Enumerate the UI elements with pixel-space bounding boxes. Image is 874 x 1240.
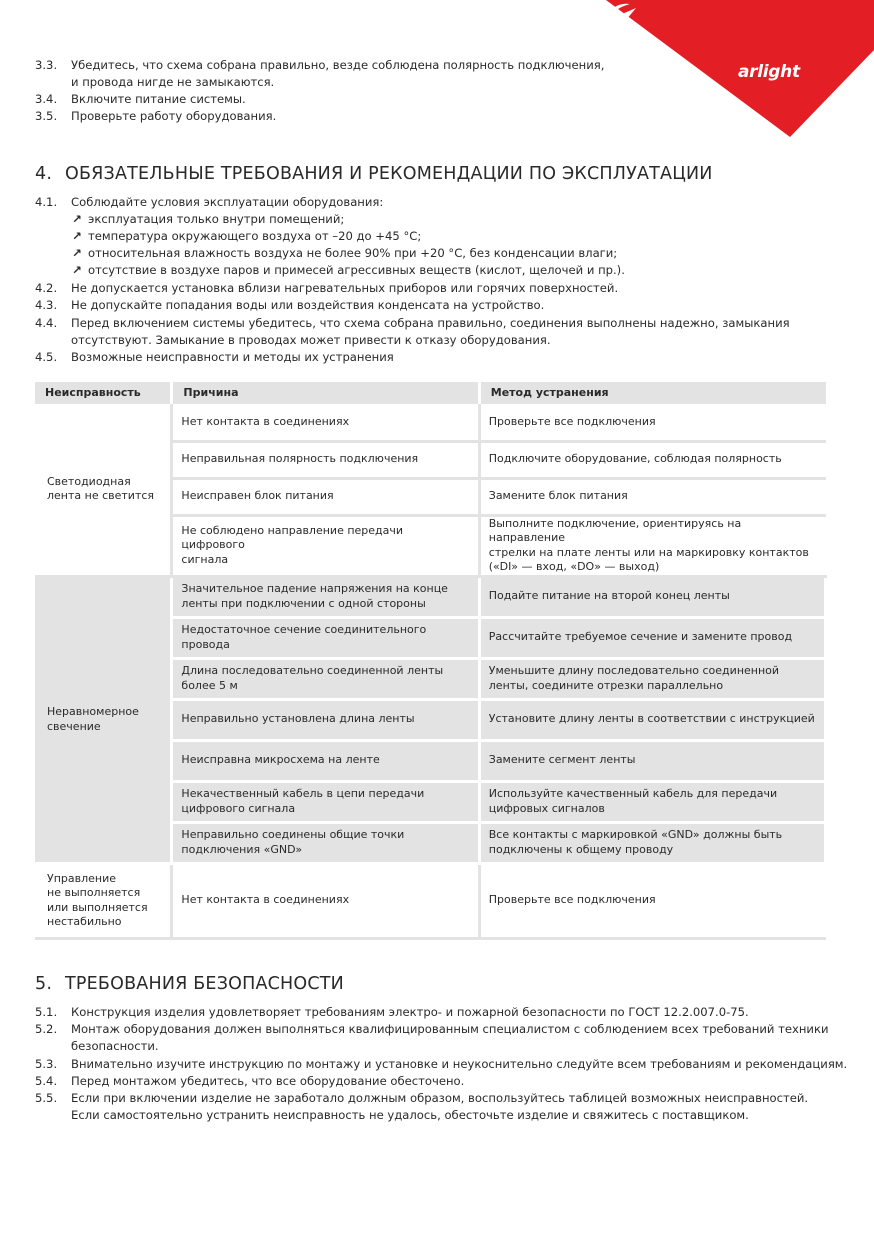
table-row <box>35 404 826 441</box>
cause-cell: Неправильно соединены общие точки подключения «GND» <box>172 822 479 863</box>
cause-cell: Нет контакта в соединениях <box>172 863 479 938</box>
fault-cell: Управление не выполняется или выполняется нестабильно <box>35 863 172 938</box>
cause-cell: Нет контакта в соединениях <box>172 404 479 441</box>
fix-cell: Подключите оборудование, соблюдая полярность <box>479 441 825 478</box>
cause-cell: Некачественный кабель в цепи передачи цифрового сигнала <box>172 781 479 822</box>
fix-cell: Уменьшите длину последовательно соединенной ленты, соедините отрезки параллельно <box>479 658 825 699</box>
cause-cell: Неисправен блок питания <box>172 478 479 515</box>
fix-cell: Проверьте все подключения <box>479 863 825 938</box>
fix-cell: Замените блок питания <box>479 478 825 515</box>
section-4-heading: 4. ОБЯЗАТЕЛЬНЫЕ ТРЕБОВАНИЯ И РЕКОМЕНДАЦИИ ПО ЭКСПЛУАТАЦИИ <box>35 164 713 184</box>
table-header-row <box>35 382 826 404</box>
fix-cell: Подайте питание на второй конец ленты <box>479 576 825 617</box>
table-row <box>35 863 826 938</box>
condition-item: ↗ эксплуатация только внутри помещений; <box>72 212 345 226</box>
troubleshooting-table <box>35 382 827 940</box>
arrow-icon: ↗ <box>72 246 82 260</box>
cause-cell: Не соблюдено направление передачи цифрового сигнала <box>172 515 479 576</box>
table-row <box>35 576 826 617</box>
condition-item: ↗ отсутствие в воздухе паров и примесей агрессивных веществ (кислот, щелочей и пр.). <box>72 263 625 277</box>
fix-cell: Установите длину ленты в соответствии с инструкцией <box>479 699 825 740</box>
fault-cell: Светодиодная лента не светится <box>35 404 172 576</box>
fix-cell: Все контакты с маркировкой «GND» должны быть подключены к общему проводу <box>479 822 825 863</box>
cause-cell: Недостаточное сечение соединительного провода <box>172 617 479 658</box>
cause-cell: Длина последовательно соединенной ленты более 5 м <box>172 658 479 699</box>
header-cause: Причина <box>172 382 479 404</box>
header-fault: Неисправность <box>35 382 172 404</box>
fault-cell: Неравномерное свечение <box>35 576 172 863</box>
section-5-heading: 5. ТРЕБОВАНИЯ БЕЗОПАСНОСТИ <box>35 974 344 994</box>
arrow-icon: ↗ <box>72 263 82 277</box>
logo-text: arlight <box>738 62 800 82</box>
cause-cell: Неисправна микросхема на ленте <box>172 740 479 781</box>
cause-cell: Неправильная полярность подключения <box>172 441 479 478</box>
brand-logo <box>600 0 874 140</box>
logo-triangle <box>600 0 874 140</box>
fix-cell: Используйте качественный кабель для передачи цифровых сигналов <box>479 781 825 822</box>
arrow-icon: ↗ <box>72 212 82 226</box>
logo-swoosh-icon <box>600 0 640 34</box>
arrow-icon: ↗ <box>72 229 82 243</box>
condition-item: ↗ относительная влажность воздуха не более 90% при +20 °C, без конденсации влаги; <box>72 246 618 260</box>
header-fix: Метод устранения <box>479 382 825 404</box>
fix-cell: Проверьте все подключения <box>479 404 825 441</box>
fix-cell: Выполните подключение, ориентируясь на направление стрелки на плате ленты или на маркировку контактов («DI» — вход, «DO» — выход) <box>479 515 825 576</box>
fix-cell: Рассчитайте требуемое сечение и замените провод <box>479 617 825 658</box>
cause-cell: Значительное падение напряжения на конце ленты при подключении с одной стороны <box>172 576 479 617</box>
fix-cell: Замените сегмент ленты <box>479 740 825 781</box>
condition-item: ↗ температура окружающего воздуха от –20 до +45 °C; <box>72 229 422 243</box>
cause-cell: Неправильно установлена длина ленты <box>172 699 479 740</box>
